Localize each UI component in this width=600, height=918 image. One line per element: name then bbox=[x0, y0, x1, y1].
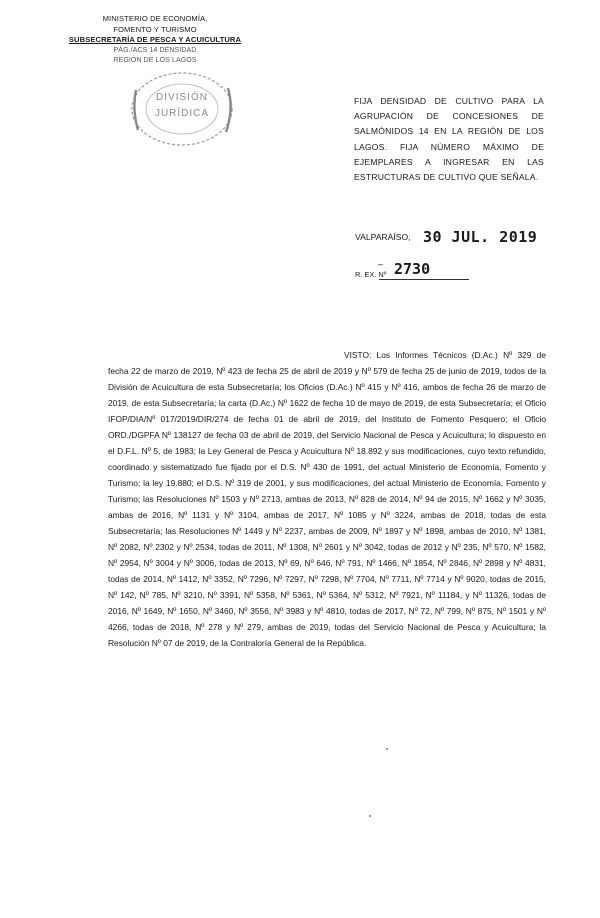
resolution-title: FIJA DENSIDAD DE CULTIVO PARA LA AGRUPACIÓN DE CONCESIONES DE SALMÓNIDOS 14 EN LA REGIÓN DE LOS LAGOS. FIJA NÚMERO MÁXIMO DE EJEMPLARES A INGRESAR EN LAS ESTRUCTURAS DE CULTIVO QUE SEÑALA. bbox=[354, 96, 544, 183]
resolution-label: R. EX. Nº bbox=[355, 270, 387, 279]
subsecretaria-name: SUBSECRETARÍA DE PESCA Y ACUICULTURA bbox=[68, 35, 242, 45]
number-underline bbox=[379, 279, 469, 280]
letterhead bbox=[50, 14, 260, 67]
seal-word-division: DIVISIÓN bbox=[156, 92, 208, 103]
date-line bbox=[355, 228, 537, 246]
reference-line-1: PÁG./ACS 14 DENSIDAD bbox=[113, 46, 197, 54]
scan-speck bbox=[369, 815, 371, 817]
resolution-number: 2730 bbox=[394, 260, 431, 278]
visto-paragraph: VISTO: Los Informes Técnicos (D.Ac.) Nº 329 de fecha 22 de marzo de 2019, Nº 423 de fecha 25 de abril de 2019 y Nº 579 de fecha 25 de junio de 2019, todos de la División de Acuicultura de esta Subsecretaría; los Oficios (D.Ac.) Nº 415 y Nº 416, ambos de fecha 26 de marzo de 2019, de esta Subsecretaría; la carta (D.Ac.) Nº 1622 de fecha 10 de mayo de 2019, de esta Subsecretaría; el Oficio IFOP/DIA/Nº 017/2019/DIR/274 de fecha 01 de abril de 2019, del Instituto de Fomento Pesquero; el Oficio ORD./DGPFA Nº 138127 de fecha 03 de abril de 2019, del Servicio Nacional de Pesca y Acuicultura; lo dispuesto en el D.F.L. Nº 5, de 1983; la Ley General de Pesca y Acuicultura Nº 18.892 y sus modificaciones, cuyo texto refundido, coordinado y sistematizado fue fijado por el D.S. Nº 430 de 1991, del actual Ministerio de Economía, Fomento y Turismo; la ley 19.880; el D.S. Nº 319 de 2001, y sus modificaciones, del actual Ministerio de Economía, Fomento y Turismo; las Resoluciones Nº 1503 y Nº 2713, ambas de 2013, Nº 828 de 2014, Nº 94 de 2015, Nº 1662 y Nº 3035, ambas de 2016, Nº 1131 y Nº 3104, ambas de 2017, Nº 1085 y Nº 3224, ambas de 2018, todas de esta Subsecretaría; las Resoluciones Nº 1449 y Nº 2237, ambas de 2009, Nº 1897 y Nº 1898, ambas de 2010, Nº 1381, Nº 2082, Nº 2302 y Nº 2534, todas de 2011, Nº 1308, Nº 2601 y Nº 3042, todas de 2012 y Nº 235, Nº 570, Nº 1582, Nº 2954, Nº 3004 y Nº 3006, todas de 2013, Nº 69, Nº 646, Nº 791, Nº 1466, Nº 1854, Nº 2846, Nº 2898 y Nº 4831, todas de 2014, Nº 1412, Nº 3352, Nº 7296, Nº 7297, Nº 7298, Nº 7704, Nº 7711, Nº 7714 y Nº 9020, todas de 2015, Nº 142, Nº 785, Nº 3210, Nº 3391, Nº 5358, Nº 5361, Nº 5364, Nº 5312, Nº 7921, Nº 11184, y Nº 11326, todas de 2016, Nº 1649, Nº 1650, Nº 3460, Nº 3556, Nº 3983 y Nº 4810, todas de 2017, Nº 72, Nº 799, Nº 875, Nº 1501 y Nº 4266, todas de 2018, Nº 278 y Nº 279, ambas de 2019, todas del Servicio Nacional de Pesca y Acuicultura; la Resolución Nº 07 de 2019, de la Contraloría General de la República. bbox=[108, 350, 546, 648]
ministry-line-2: FOMENTO Y TURISMO bbox=[113, 24, 197, 34]
ministry-line-1: MINISTERIO DE ECONOMÍA, bbox=[102, 14, 208, 23]
seal-word-juridica: JURÍDICA bbox=[154, 108, 210, 119]
scan-speck bbox=[386, 748, 388, 750]
number-dash: – bbox=[378, 259, 384, 269]
date-place: VALPARAÍSO, bbox=[355, 232, 411, 242]
reference-line-2: REGIÓN DE LOS LAGOS bbox=[113, 57, 197, 65]
resolution-number-line bbox=[355, 259, 431, 279]
date-stamp: 30 JUL. 2019 bbox=[422, 228, 538, 246]
division-juridica-seal bbox=[128, 70, 236, 148]
